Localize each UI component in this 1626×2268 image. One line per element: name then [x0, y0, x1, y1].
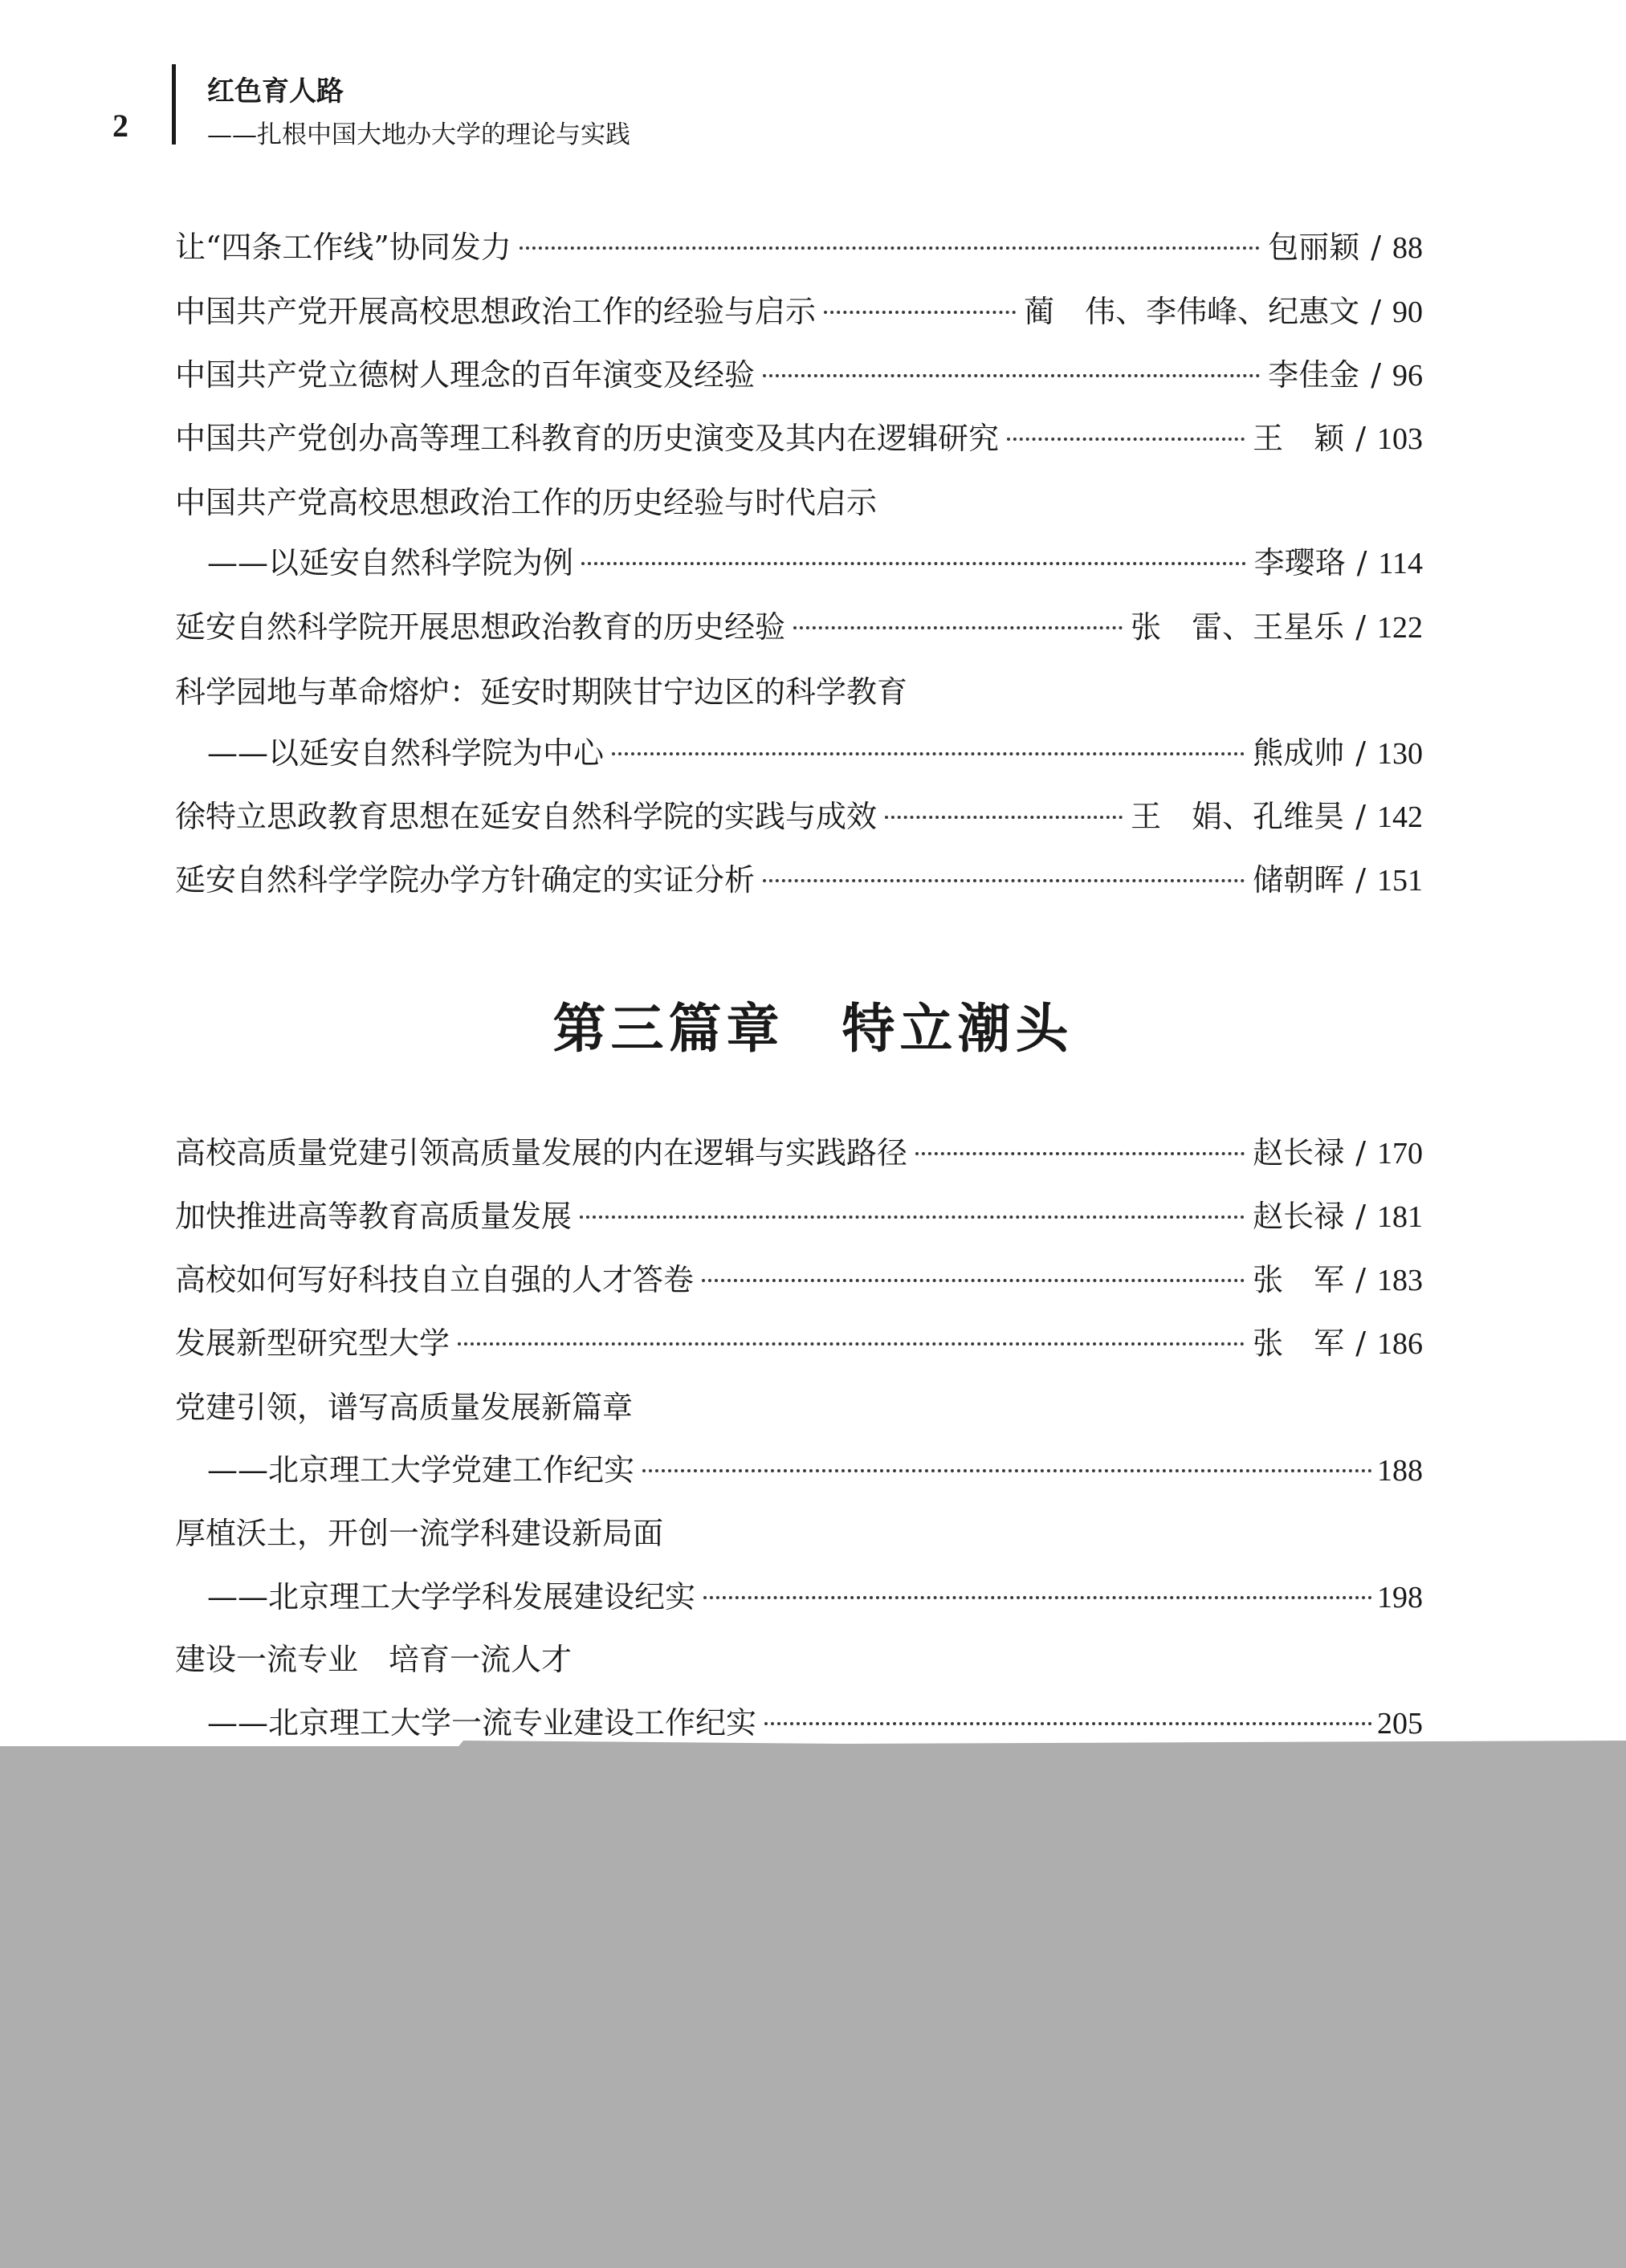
toc-entry[interactable]: [207, 1449, 1423, 1491]
toc-entry[interactable]: [175, 226, 1423, 268]
dot-leader: [915, 1152, 1245, 1155]
dot-leader: [703, 1596, 1372, 1599]
page-number: 2: [112, 108, 128, 144]
toc-entry[interactable]: [207, 1576, 1423, 1618]
entry-subtitle: ——北京理工大学学科发展建设纪实: [207, 1579, 696, 1614]
gray-overlay: [0, 1746, 1626, 2268]
entry-author: 王 颖: [1253, 421, 1345, 456]
toc-entry[interactable]: [175, 354, 1423, 396]
entry-separator: /: [1355, 862, 1366, 898]
entry-title-line[interactable]: 建设一流专业 培育一流人才: [175, 1642, 573, 1677]
entry-subtitle: ——以延安自然科学院为中心: [207, 735, 605, 771]
entry-author: 蔺 伟、李伟峰、纪惠文: [1024, 294, 1360, 329]
book-subtitle: ——扎根中国大地办大学的理论与实践: [207, 120, 630, 149]
entry-separator: /: [1371, 230, 1381, 265]
entry-page: 186: [1377, 1327, 1423, 1361]
entry-page: 142: [1377, 800, 1423, 834]
dot-leader: [581, 562, 1246, 565]
dot-leader: [824, 311, 1016, 314]
entry-author: 张 军: [1253, 1325, 1345, 1361]
dot-leader: [1007, 438, 1245, 441]
dot-leader: [612, 752, 1245, 755]
entry-title: 加快推进高等教育高质量发展: [175, 1199, 573, 1234]
toc-entry[interactable]: [175, 859, 1423, 901]
entry-separator: /: [1355, 1262, 1366, 1297]
toc-entry[interactable]: [175, 1322, 1423, 1364]
entry-page: 198: [1377, 1581, 1423, 1614]
dot-leader: [520, 246, 1260, 250]
entry-page: 96: [1392, 359, 1423, 393]
entry-page: 205: [1377, 1707, 1423, 1741]
entry-separator: /: [1356, 545, 1367, 580]
entry-subtitle: ——北京理工大学党建工作纪实: [207, 1452, 635, 1488]
toc-entry[interactable]: [175, 291, 1423, 332]
toc-entry[interactable]: [207, 1702, 1423, 1744]
entry-author: 李佳金: [1268, 357, 1360, 393]
dot-leader: [885, 816, 1123, 819]
toc-entry[interactable]: [175, 1195, 1423, 1237]
entry-title: 让“四条工作线”协同发力: [175, 230, 511, 265]
dot-leader: [763, 374, 1260, 377]
entry-separator: /: [1355, 735, 1366, 771]
entry-separator: /: [1355, 421, 1366, 456]
entry-author: 赵长禄: [1253, 1135, 1345, 1171]
entry-title: 中国共产党创办高等理工科教育的历史演变及其内在逻辑研究: [175, 421, 1000, 456]
entry-title: 中国共产党开展高校思想政治工作的经验与启示: [175, 294, 817, 329]
entry-author: 李璎珞: [1253, 545, 1346, 580]
entry-page: 170: [1377, 1137, 1423, 1171]
entry-title: 延安自然科学院开展思想政治教育的历史经验: [175, 609, 786, 645]
entry-page: 103: [1377, 422, 1423, 456]
entry-subtitle: ——北京理工大学一流专业建设工作纪实: [207, 1705, 757, 1741]
entry-title-line[interactable]: 厚植沃土，开创一流学科建设新局面: [175, 1516, 664, 1551]
entry-author: 王 娟、孔维昊: [1131, 799, 1345, 834]
entry-author: 熊成帅: [1253, 735, 1345, 771]
dot-leader: [793, 626, 1123, 629]
entry-separator: /: [1371, 294, 1381, 329]
entry-separator: /: [1371, 357, 1381, 393]
entry-title-line[interactable]: 科学园地与革命熔炉：延安时期陕甘宁边区的科学教育: [175, 674, 908, 710]
entry-separator: /: [1355, 609, 1366, 645]
entry-title-line[interactable]: 党建引领，谱写高质量发展新篇章: [175, 1390, 634, 1425]
entry-separator: /: [1355, 1325, 1366, 1361]
entry-separator: /: [1355, 1135, 1366, 1171]
entry-page: 122: [1377, 611, 1423, 645]
toc-entry[interactable]: [175, 417, 1423, 459]
toc-entry[interactable]: [175, 796, 1423, 837]
dot-leader: [763, 879, 1245, 882]
book-title: 红色育人路: [207, 75, 344, 108]
entry-separator: /: [1355, 1199, 1366, 1234]
dot-leader: [702, 1279, 1245, 1282]
entry-page: 88: [1392, 231, 1423, 265]
entry-title: 徐特立思政教育思想在延安自然科学院的实践与成效: [175, 799, 878, 834]
chapter-heading: 第三篇章 特立潮头: [552, 997, 1074, 1060]
dot-leader: [458, 1342, 1245, 1346]
entry-author: 张 雷、王星乐: [1131, 609, 1345, 645]
entry-page: 183: [1377, 1264, 1423, 1297]
dot-leader: [580, 1215, 1245, 1219]
toc-entry[interactable]: [207, 732, 1423, 774]
entry-page: 130: [1377, 737, 1423, 771]
entry-page: 151: [1377, 864, 1423, 898]
entry-page: 114: [1378, 547, 1423, 580]
entry-title: 发展新型研究型大学: [175, 1325, 450, 1361]
entry-page: 188: [1377, 1454, 1423, 1488]
entry-title: 中国共产党立德树人理念的百年演变及经验: [175, 357, 756, 393]
entry-author: 储朝晖: [1253, 862, 1345, 898]
entry-author: 包丽颖: [1268, 230, 1360, 265]
dot-leader: [642, 1469, 1372, 1472]
toc-entry[interactable]: [175, 606, 1423, 648]
entry-title: 高校高质量党建引领高质量发展的内在逻辑与实践路径: [175, 1135, 908, 1171]
entry-author: 张 军: [1253, 1262, 1345, 1297]
entry-page: 90: [1392, 295, 1423, 329]
entry-title: 高校如何写好科技自立自强的人才答卷: [175, 1262, 695, 1297]
toc-entry[interactable]: [207, 542, 1423, 584]
entry-page: 181: [1377, 1200, 1423, 1234]
entry-title-line[interactable]: 中国共产党高校思想政治工作的历史经验与时代启示: [175, 485, 878, 520]
entry-title: 延安自然科学学院办学方针确定的实证分析: [175, 862, 756, 898]
dot-leader: [764, 1722, 1372, 1725]
toc-entry[interactable]: [175, 1259, 1423, 1301]
header-divider: [172, 64, 176, 145]
entry-separator: /: [1355, 799, 1366, 834]
entry-subtitle: ——以延安自然科学院为例: [207, 545, 574, 580]
toc-entry[interactable]: [175, 1132, 1423, 1174]
entry-author: 赵长禄: [1253, 1199, 1345, 1234]
